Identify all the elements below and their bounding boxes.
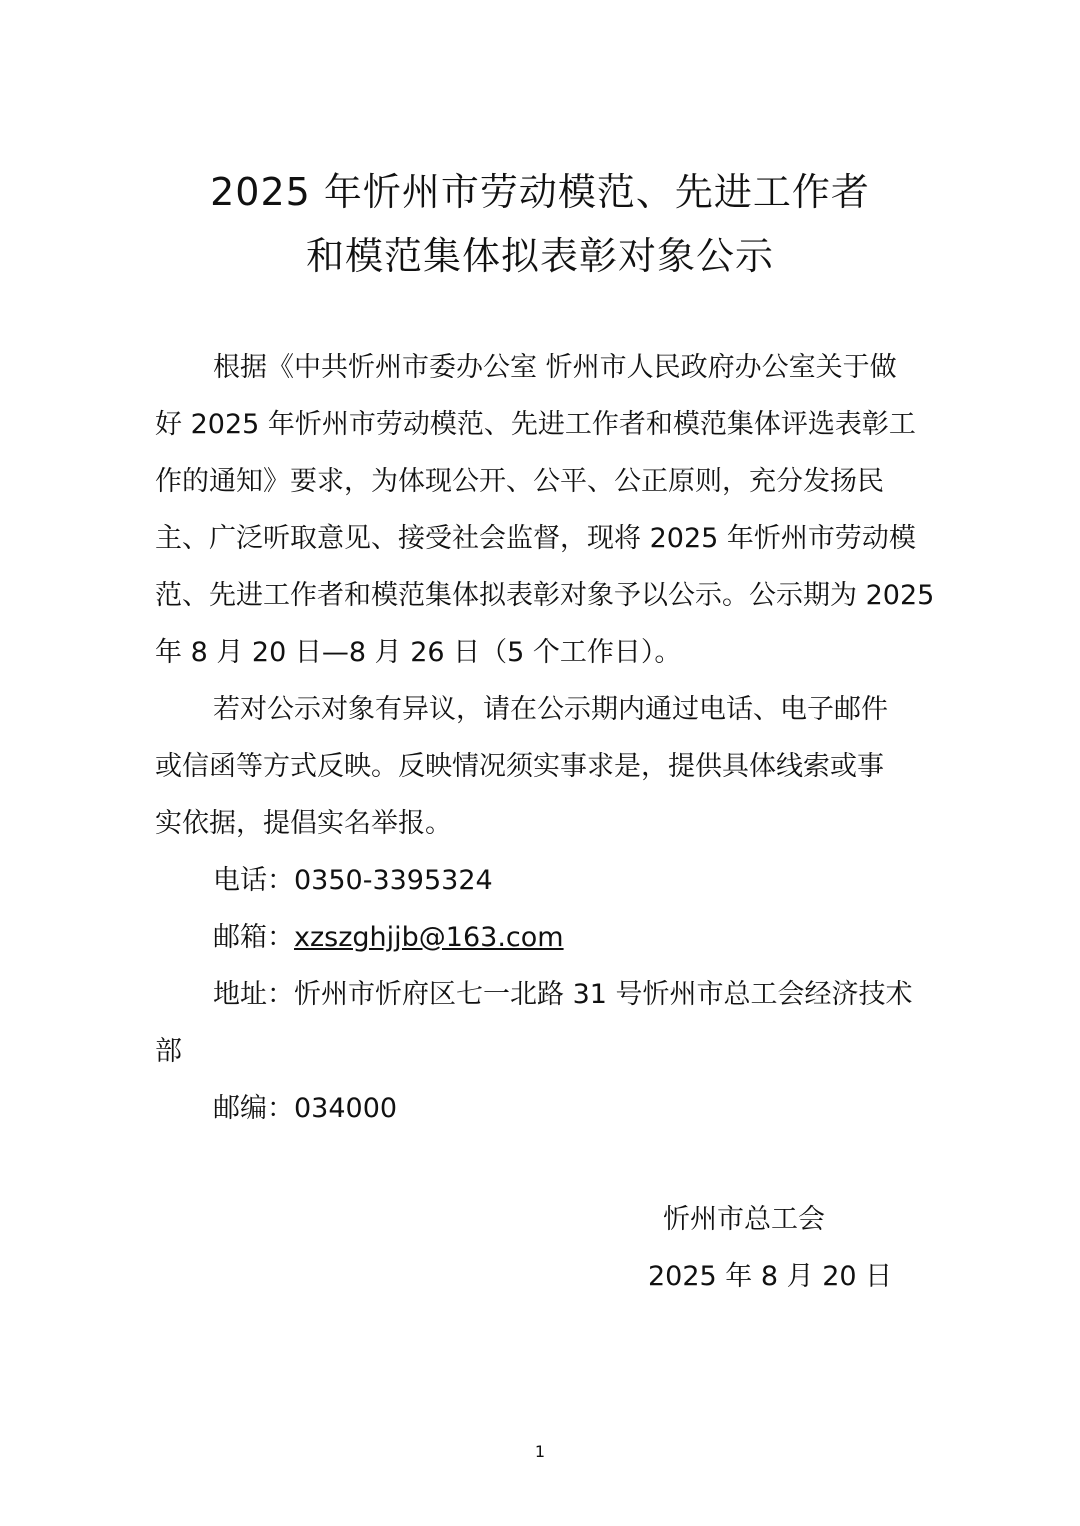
document-title-line-2: 和模范集体拟表彰对象公示 [305, 234, 774, 278]
paragraph-1-line-2: 好 2025 年忻州市劳动模范、先进工作者和模范集体评选表彰工 [155, 409, 916, 440]
paragraph-1-line-5: 范、先进工作者和模范集体拟表彰对象予以公示。公示期为 2025 [155, 580, 935, 611]
signature-date: 2025 年 8 月 20 日 [648, 1261, 893, 1292]
paragraph-2-line-2: 或信函等方式反映。反映情况须实事求是，提供具体线索或事 [155, 751, 884, 782]
paragraph-1-line-3: 作的通知》要求，为体现公开、公平、公正原则，充分发扬民 [155, 466, 884, 497]
paragraph-2-line-1: 若对公示对象有异议，请在公示期内通过电话、电子邮件 [213, 694, 888, 725]
address-continuation: 部 [155, 1036, 182, 1067]
phone-label: 电话： [213, 865, 294, 896]
document-title-line-1: 2025 年忻州市劳动模范、先进工作者 [210, 170, 870, 214]
paragraph-1-line-4: 主、广泛听取意见、接受社会监督，现将 2025 年忻州市劳动模 [155, 523, 916, 554]
signer-organization: 忻州市总工会 [663, 1204, 825, 1235]
phone-number: 0350-3395324 [294, 865, 493, 896]
address-line [213, 972, 1013, 1011]
paragraph-2-line-3: 实依据，提倡实名举报。 [155, 808, 452, 839]
postcode-value: 034000 [294, 1093, 398, 1124]
phone-line [213, 858, 1013, 897]
postcode-label: 邮编： [213, 1093, 294, 1124]
page-number: 1 [534, 1442, 546, 1461]
email-line [213, 915, 1013, 954]
email-link[interactable]: xzszghjjb@163.com [294, 922, 564, 953]
address-value: 忻州市忻府区七一北路 31 号忻州市总工会经济技术 [294, 979, 913, 1010]
paragraph-1-line-1: 根据《中共忻州市委办公室 忻州市人民政府办公室关于做 [213, 352, 897, 383]
postcode-line [213, 1086, 1013, 1125]
email-label: 邮箱： [213, 922, 294, 953]
address-label: 地址： [213, 979, 294, 1010]
paragraph-1-line-6: 年 8 月 20 日—8 月 26 日（5 个工作日）。 [155, 637, 682, 668]
